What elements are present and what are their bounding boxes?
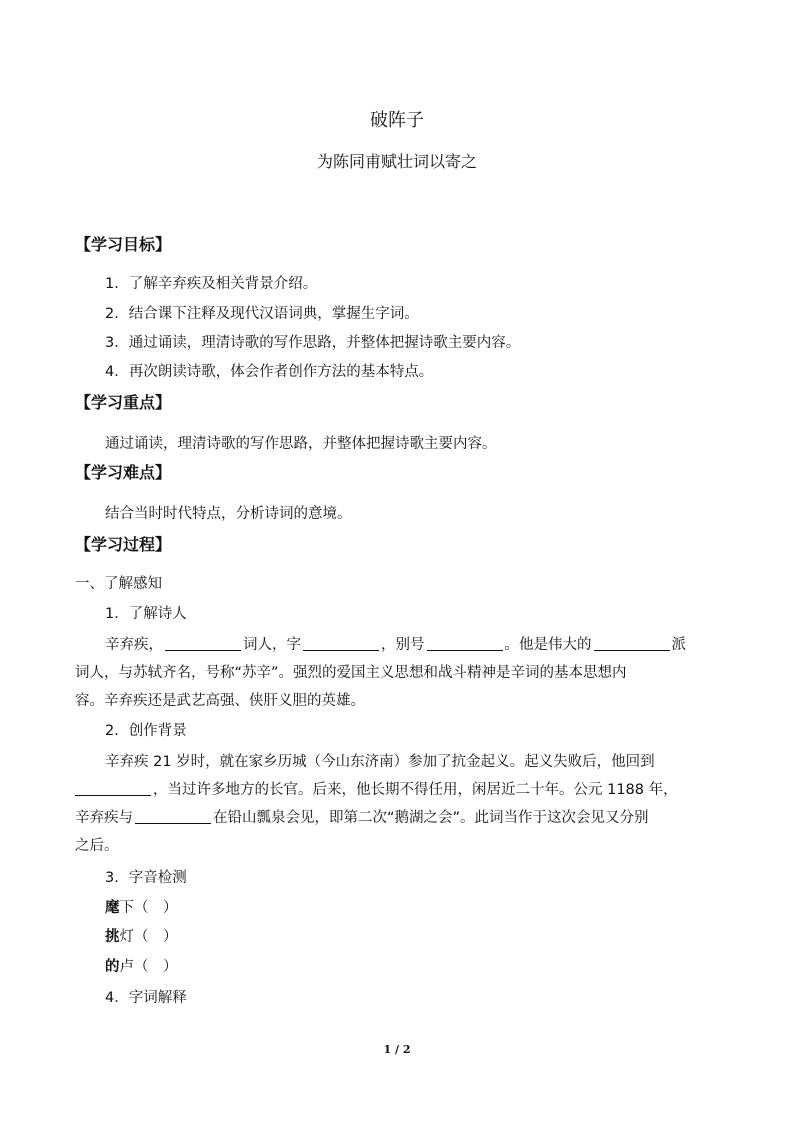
fill-blank[interactable] — [165, 636, 241, 651]
pronunciation-item — [105, 925, 178, 946]
background-text: 辛弃疾与 — [75, 810, 133, 826]
background-text: 在铅山瓢泉会见，即第二次“鹅湖之会”。此词当作于这次会见又分别 — [213, 810, 649, 826]
subsection-poet: 1．了解诗人 — [105, 606, 187, 622]
key-text: 通过诵读，理清诗歌的写作思路，并整体把握诗歌主要内容。 — [105, 436, 497, 452]
pronunciation-char: 的 — [105, 959, 120, 975]
pronunciation-char: 麾 — [105, 900, 120, 916]
fill-blank[interactable] — [594, 636, 670, 651]
document-title: 破阵子 — [370, 110, 424, 131]
page-number: 1 / 2 — [383, 1043, 411, 1056]
pronunciation-rest: 卢（ ） — [119, 959, 178, 975]
pronunciation-rest: 灯（ ） — [119, 929, 178, 945]
fill-blank[interactable] — [135, 809, 211, 824]
background-line-4: 之后。 — [75, 838, 119, 854]
fill-blank[interactable] — [303, 636, 379, 651]
goal-item: 2．结合课下注释及现代汉语词典，掌握生字词。 — [105, 306, 419, 322]
poet-text: 派 — [671, 637, 686, 653]
goal-item: 4．再次朗读诗歌，体会作者创作方法的基本特点。 — [105, 364, 434, 380]
background-text: ，当过许多地方的长官。后来，他长期不得任用，闲居近二十年。公元 1188 年， — [153, 782, 678, 798]
poet-line-1 — [105, 633, 686, 654]
pronunciation-item — [105, 896, 178, 917]
poet-text: 词人，字 — [243, 637, 301, 653]
pronunciation-rest: 下（ ） — [119, 900, 178, 916]
difficulty-text: 结合当时时代特点，分析诗词的意境。 — [105, 506, 352, 522]
key-heading: 【学习重点】 — [75, 393, 172, 412]
background-line-1: 辛弃疾 21 岁时，就在家乡历城（今山东济南）参加了抗金起义。起义失败后，他回到 — [105, 754, 655, 770]
subsection-vocabulary: 4．字词解释 — [105, 990, 187, 1006]
process-heading: 【学习过程】 — [75, 535, 172, 554]
part-one-heading: 一、了解感知 — [75, 576, 162, 592]
poet-text: ，别号 — [381, 637, 425, 653]
subsection-background: 2．创作背景 — [105, 723, 187, 739]
fill-blank[interactable] — [427, 636, 503, 651]
poet-line-2: 词人，与苏轼齐名，号称“苏辛”。强烈的爱国主义思想和战斗精神是辛词的基本思想内 — [75, 665, 627, 681]
pronunciation-item — [105, 955, 178, 976]
poet-text: 辛弃疾， — [105, 637, 163, 653]
pronunciation-char: 挑 — [105, 929, 120, 945]
goals-heading: 【学习目标】 — [75, 235, 172, 254]
background-line-3 — [75, 806, 649, 827]
goal-item: 1．了解辛弃疾及相关背景介绍。 — [105, 276, 318, 292]
difficulty-heading: 【学习难点】 — [75, 463, 172, 482]
subsection-pronunciation: 3．字音检测 — [105, 870, 187, 886]
poet-line-3: 容。辛弃疾还是武艺高强、侠肝义胆的英雄。 — [75, 693, 365, 709]
background-line-2 — [75, 778, 678, 799]
goal-item: 3．通过诵读，理清诗歌的写作思路，并整体把握诗歌主要内容。 — [105, 335, 521, 351]
document-subtitle: 为陈同甫赋壮词以寄之 — [316, 152, 477, 171]
fill-blank[interactable] — [75, 781, 151, 796]
poet-text: 。他是伟大的 — [504, 637, 592, 653]
